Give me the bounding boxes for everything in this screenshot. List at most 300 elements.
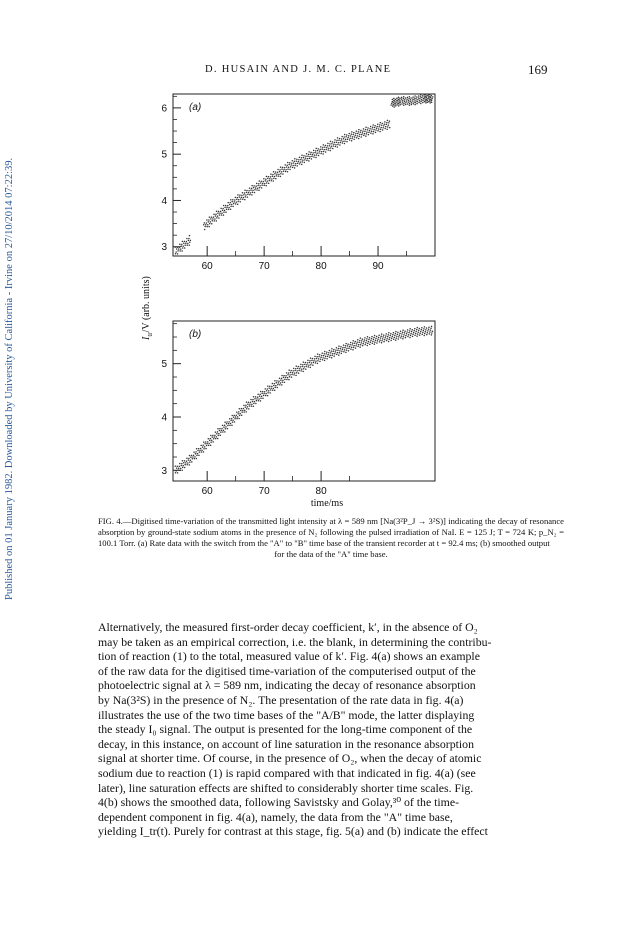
data-point bbox=[361, 342, 363, 344]
data-point bbox=[408, 100, 410, 102]
data-point bbox=[193, 454, 195, 456]
data-point bbox=[359, 134, 361, 136]
data-point bbox=[276, 382, 278, 384]
data-point bbox=[269, 386, 271, 388]
data-point bbox=[254, 398, 256, 400]
data-point bbox=[258, 183, 260, 185]
data-point bbox=[409, 337, 411, 339]
data-point bbox=[408, 332, 410, 334]
data-point bbox=[367, 129, 369, 131]
data-point bbox=[357, 346, 359, 348]
data-point bbox=[411, 102, 413, 104]
data-point bbox=[255, 396, 257, 398]
data-point bbox=[410, 335, 412, 337]
data-point bbox=[348, 350, 350, 352]
data-point bbox=[295, 375, 297, 377]
data-point bbox=[254, 189, 256, 191]
body-line: photoelectric signal at λ = 589 nm, indicating the decay of resonance absorption bbox=[98, 678, 476, 693]
data-point bbox=[321, 151, 323, 153]
data-point bbox=[236, 418, 238, 420]
data-point bbox=[377, 130, 379, 132]
download-watermark-text: Published on 01 January 1982. Downloaded by University of California - Irvine on 27/10/2014 07:22:39. bbox=[4, 157, 15, 600]
data-point bbox=[349, 133, 351, 135]
data-point bbox=[245, 411, 247, 413]
data-point bbox=[411, 329, 413, 331]
data-point bbox=[177, 250, 179, 252]
data-point bbox=[368, 134, 370, 136]
y-tick-label: 3 bbox=[161, 465, 167, 477]
data-point bbox=[206, 443, 208, 445]
panel-b bbox=[161, 321, 435, 494]
data-point bbox=[308, 154, 310, 156]
data-point bbox=[194, 458, 196, 460]
data-point bbox=[234, 199, 236, 201]
data-point bbox=[420, 96, 422, 98]
data-point bbox=[271, 178, 273, 180]
data-point bbox=[332, 353, 334, 355]
data-point bbox=[268, 180, 270, 182]
data-point bbox=[363, 128, 365, 130]
data-point bbox=[363, 135, 365, 137]
data-point bbox=[189, 461, 191, 463]
data-point bbox=[226, 208, 228, 210]
data-point bbox=[234, 421, 236, 423]
data-point bbox=[423, 98, 425, 100]
data-point bbox=[362, 130, 364, 132]
body-line: later), line saturation effects are shifted to considerably shorter time scales. Fig. bbox=[98, 780, 474, 795]
data-point bbox=[233, 203, 235, 205]
data-point bbox=[352, 136, 354, 138]
data-point bbox=[421, 327, 423, 329]
data-point bbox=[287, 162, 289, 164]
data-point bbox=[419, 334, 421, 336]
data-point bbox=[303, 361, 305, 363]
data-point bbox=[194, 456, 196, 458]
data-point bbox=[416, 335, 418, 337]
data-point bbox=[281, 375, 283, 377]
data-point bbox=[278, 175, 280, 177]
data-point bbox=[221, 428, 223, 430]
data-point bbox=[323, 151, 325, 153]
data-point bbox=[329, 355, 331, 357]
data-point bbox=[296, 370, 298, 372]
data-point bbox=[286, 164, 288, 166]
data-point bbox=[205, 441, 207, 443]
caption-line: FIG. 4.—Digitised time-variation of the transmitted light intensity at λ = 589 nm [Na(3²P_J → 3²S)] bbox=[98, 516, 446, 526]
data-point bbox=[373, 131, 375, 133]
data-point bbox=[201, 449, 203, 451]
data-point bbox=[230, 209, 232, 211]
data-point bbox=[292, 370, 294, 372]
data-point bbox=[297, 368, 299, 370]
data-point bbox=[411, 100, 413, 102]
data-point bbox=[381, 333, 383, 335]
data-point bbox=[338, 142, 340, 144]
body-line: may be taken as an empirical correction, i.e. the blank, in determining the contribu- bbox=[98, 634, 492, 649]
data-point bbox=[338, 354, 340, 356]
data-point bbox=[427, 101, 429, 103]
data-point bbox=[353, 345, 355, 347]
data-point bbox=[278, 382, 280, 384]
data-point bbox=[175, 470, 177, 472]
data-point bbox=[303, 368, 305, 370]
data-point bbox=[298, 370, 300, 372]
data-point bbox=[182, 460, 184, 462]
data-point bbox=[399, 102, 401, 104]
data-point bbox=[399, 104, 401, 106]
data-point bbox=[344, 134, 346, 136]
data-point bbox=[397, 332, 399, 334]
data-point bbox=[429, 333, 431, 335]
data-point bbox=[294, 161, 296, 163]
data-point bbox=[386, 128, 388, 130]
data-point bbox=[249, 405, 251, 407]
data-point bbox=[367, 345, 369, 347]
data-point bbox=[261, 187, 263, 189]
data-point bbox=[263, 185, 265, 187]
data-point bbox=[326, 351, 328, 353]
data-point bbox=[273, 388, 275, 390]
data-point bbox=[374, 127, 376, 129]
data-point bbox=[333, 349, 335, 351]
data-point bbox=[216, 436, 218, 438]
data-point bbox=[302, 159, 304, 161]
data-point bbox=[346, 141, 348, 143]
data-point bbox=[339, 138, 341, 140]
data-point bbox=[247, 196, 249, 198]
data-point bbox=[371, 128, 373, 130]
data-point bbox=[296, 372, 298, 374]
data-point bbox=[353, 132, 355, 134]
data-point bbox=[265, 178, 267, 180]
data-point bbox=[235, 416, 237, 418]
data-point bbox=[307, 360, 309, 362]
data-point bbox=[242, 192, 244, 194]
data-point bbox=[241, 415, 243, 417]
data-point bbox=[319, 361, 321, 363]
data-point bbox=[237, 413, 239, 415]
data-point bbox=[355, 347, 357, 349]
data-point bbox=[213, 213, 215, 215]
data-point bbox=[402, 338, 404, 340]
data-point bbox=[316, 356, 318, 358]
data-point bbox=[395, 105, 397, 107]
data-point bbox=[227, 425, 229, 427]
data-point bbox=[360, 337, 362, 339]
data-point bbox=[389, 127, 391, 129]
data-point bbox=[271, 386, 273, 388]
data-point bbox=[419, 98, 421, 100]
data-point bbox=[293, 368, 295, 370]
data-point bbox=[374, 335, 376, 337]
data-point bbox=[374, 341, 376, 343]
data-point bbox=[431, 334, 433, 336]
data-point bbox=[280, 166, 282, 168]
data-point bbox=[379, 124, 381, 126]
data-point bbox=[220, 435, 222, 437]
data-point bbox=[248, 402, 250, 404]
data-point bbox=[322, 153, 324, 155]
data-point bbox=[421, 334, 423, 336]
data-point bbox=[302, 364, 304, 366]
data-point bbox=[306, 153, 308, 155]
data-point bbox=[320, 357, 322, 359]
data-point bbox=[324, 146, 326, 148]
data-point bbox=[255, 185, 257, 187]
data-point bbox=[367, 343, 369, 345]
data-point bbox=[357, 133, 359, 135]
y-axis-label bbox=[141, 276, 155, 350]
data-point bbox=[255, 187, 257, 189]
data-point bbox=[370, 132, 372, 134]
data-point bbox=[351, 140, 353, 142]
data-point bbox=[287, 374, 289, 376]
data-point bbox=[410, 97, 412, 99]
data-point bbox=[375, 132, 377, 134]
data-point bbox=[190, 240, 192, 242]
running-header bbox=[0, 64, 624, 80]
data-point bbox=[260, 391, 262, 393]
data-point bbox=[288, 372, 290, 374]
data-point bbox=[284, 379, 286, 381]
data-point bbox=[259, 180, 261, 182]
data-point bbox=[424, 326, 426, 328]
data-point bbox=[415, 100, 417, 102]
data-point bbox=[413, 332, 415, 334]
data-point bbox=[174, 246, 176, 248]
data-point bbox=[267, 385, 269, 387]
data-point bbox=[431, 100, 433, 102]
data-point bbox=[403, 334, 405, 336]
data-point bbox=[187, 462, 189, 464]
data-point bbox=[385, 335, 387, 337]
data-point bbox=[334, 139, 336, 141]
data-point bbox=[278, 380, 280, 382]
data-point bbox=[400, 337, 402, 339]
data-point bbox=[377, 340, 379, 342]
data-point bbox=[212, 218, 214, 220]
data-point bbox=[390, 335, 392, 337]
data-point bbox=[386, 338, 388, 340]
data-point bbox=[358, 342, 360, 344]
data-point bbox=[347, 345, 349, 347]
data-point bbox=[379, 339, 381, 341]
body-line: yielding I_tr(t). Purely for contrast at this stage, fig. 5(a) and (b) indicate the effect bbox=[98, 824, 488, 839]
data-point bbox=[213, 438, 215, 440]
data-point bbox=[348, 348, 350, 350]
data-point bbox=[336, 140, 338, 142]
data-point bbox=[384, 123, 386, 125]
data-point bbox=[237, 201, 239, 203]
data-point bbox=[264, 183, 266, 185]
data-point bbox=[318, 152, 320, 154]
data-point bbox=[269, 178, 271, 180]
data-point bbox=[225, 205, 227, 207]
data-point bbox=[227, 202, 229, 204]
data-point bbox=[270, 173, 272, 175]
data-point bbox=[230, 420, 232, 422]
data-point bbox=[345, 345, 347, 347]
data-point bbox=[416, 96, 418, 98]
data-point bbox=[257, 393, 259, 395]
data-point bbox=[425, 331, 427, 333]
data-point bbox=[175, 472, 177, 474]
data-point bbox=[240, 198, 242, 200]
data-point bbox=[276, 175, 278, 177]
data-point bbox=[241, 408, 243, 410]
data-point bbox=[277, 384, 279, 386]
data-point bbox=[344, 347, 346, 349]
data-point bbox=[231, 415, 233, 417]
data-point bbox=[331, 355, 333, 357]
data-point bbox=[325, 149, 327, 151]
data-point bbox=[426, 97, 428, 99]
data-point bbox=[391, 338, 393, 340]
data-point bbox=[181, 470, 183, 472]
data-point bbox=[321, 352, 323, 354]
data-point bbox=[420, 101, 422, 103]
data-point bbox=[244, 192, 246, 194]
data-point bbox=[349, 346, 351, 348]
data-point bbox=[190, 456, 192, 458]
body-line: illustrates the use of the two time bases of the "A/B" mode, the latter displaying bbox=[98, 707, 475, 722]
data-point bbox=[292, 165, 294, 167]
data-point bbox=[330, 352, 332, 354]
data-point bbox=[282, 167, 284, 169]
data-point bbox=[209, 440, 211, 442]
data-point bbox=[392, 334, 394, 336]
data-point bbox=[237, 416, 239, 418]
data-point bbox=[327, 354, 329, 356]
data-point bbox=[247, 406, 249, 408]
data-point bbox=[198, 455, 200, 457]
data-point bbox=[309, 360, 311, 362]
data-point bbox=[304, 366, 306, 368]
data-point bbox=[369, 130, 371, 132]
data-point bbox=[333, 143, 335, 145]
data-point bbox=[316, 154, 318, 156]
data-point bbox=[221, 214, 223, 216]
data-point bbox=[382, 129, 384, 131]
data-point bbox=[408, 98, 410, 100]
data-point bbox=[423, 335, 425, 337]
data-point bbox=[416, 329, 418, 331]
data-point bbox=[405, 97, 407, 99]
data-point bbox=[233, 415, 235, 417]
y-tick-label: 3 bbox=[161, 242, 167, 254]
data-point bbox=[312, 152, 314, 154]
data-point bbox=[208, 226, 210, 228]
data-point bbox=[263, 181, 265, 183]
data-point bbox=[300, 366, 302, 368]
data-point bbox=[376, 126, 378, 128]
data-point bbox=[298, 372, 300, 374]
data-point bbox=[320, 358, 322, 360]
data-point bbox=[186, 457, 188, 459]
data-point bbox=[189, 244, 191, 246]
data-point bbox=[367, 336, 369, 338]
data-point bbox=[268, 387, 270, 389]
data-point bbox=[186, 460, 188, 462]
data-point bbox=[176, 248, 178, 250]
data-point bbox=[303, 155, 305, 157]
data-point bbox=[388, 332, 390, 334]
data-point bbox=[184, 467, 186, 469]
data-point bbox=[198, 448, 200, 450]
data-point bbox=[399, 334, 401, 336]
data-point bbox=[226, 207, 228, 209]
caption-line: for the data of the "A" time base. bbox=[274, 549, 388, 559]
data-point bbox=[327, 149, 329, 151]
data-point bbox=[337, 146, 339, 148]
data-point bbox=[204, 222, 206, 224]
data-point bbox=[352, 342, 354, 344]
data-point bbox=[358, 135, 360, 137]
data-point bbox=[431, 98, 433, 100]
data-point bbox=[256, 189, 258, 191]
data-point bbox=[412, 334, 414, 336]
data-point bbox=[418, 102, 420, 104]
data-point bbox=[394, 100, 396, 102]
data-point bbox=[283, 170, 285, 172]
data-point bbox=[266, 182, 268, 184]
data-point bbox=[313, 150, 315, 152]
data-point bbox=[323, 144, 325, 146]
data-point bbox=[284, 164, 286, 166]
data-point bbox=[253, 406, 255, 408]
data-point bbox=[292, 160, 294, 162]
figure-4 bbox=[140, 84, 450, 494]
data-point bbox=[424, 101, 426, 103]
data-point bbox=[307, 362, 309, 364]
data-point bbox=[230, 206, 232, 208]
data-point bbox=[279, 377, 281, 379]
x-tick-label: 70 bbox=[258, 486, 270, 494]
data-point bbox=[340, 348, 342, 350]
data-point bbox=[314, 154, 316, 156]
data-point bbox=[206, 445, 208, 447]
data-point bbox=[428, 328, 430, 330]
data-point bbox=[199, 450, 201, 452]
data-point bbox=[406, 100, 408, 102]
data-point bbox=[177, 253, 179, 255]
data-point bbox=[268, 182, 270, 184]
data-point bbox=[428, 94, 430, 96]
data-point bbox=[259, 395, 261, 397]
data-point bbox=[425, 102, 427, 104]
data-point bbox=[378, 126, 380, 128]
data-point bbox=[372, 133, 374, 135]
data-point bbox=[191, 461, 193, 463]
data-point bbox=[276, 173, 278, 175]
data-point bbox=[392, 101, 394, 103]
data-point bbox=[350, 348, 352, 350]
data-point bbox=[224, 421, 226, 423]
data-point bbox=[253, 396, 255, 398]
x-tick-label: 60 bbox=[201, 486, 213, 494]
data-point bbox=[183, 462, 185, 464]
data-point bbox=[229, 418, 231, 420]
data-point bbox=[395, 333, 397, 335]
data-point bbox=[344, 143, 346, 145]
data-point bbox=[324, 351, 326, 353]
data-point bbox=[323, 149, 325, 151]
data-point bbox=[407, 336, 409, 338]
data-point bbox=[208, 438, 210, 440]
data-point bbox=[427, 330, 429, 332]
data-point bbox=[374, 343, 376, 345]
data-point bbox=[265, 185, 267, 187]
